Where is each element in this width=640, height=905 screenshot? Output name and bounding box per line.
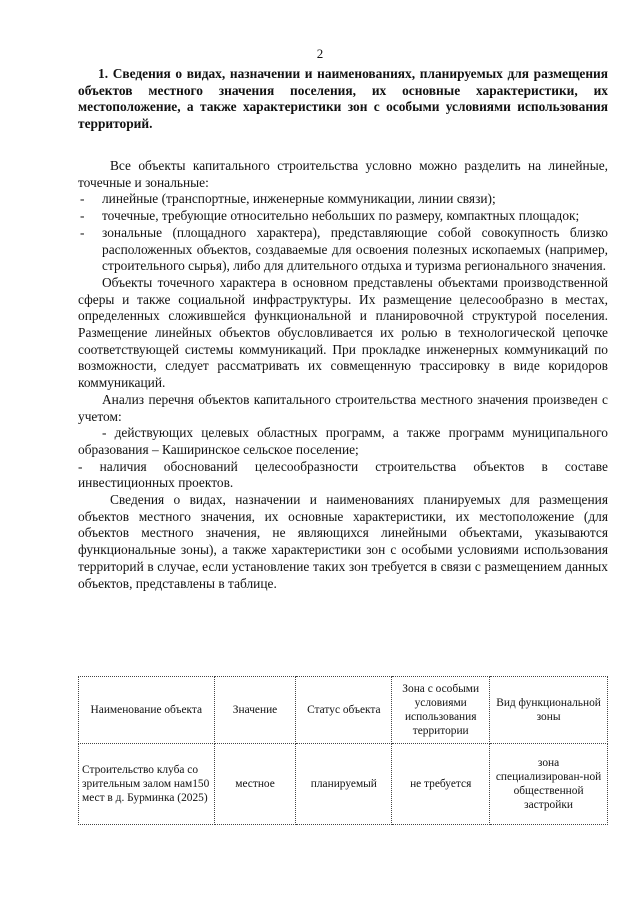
- summary-paragraph: Сведения о видах, назначении и наименованиях планируемых для размещения объектов местного значения, их основные характеристики, их местоположение (для объектов местного значения, не являющихся линейными объектами, указываются функциональные зоны), а также характеристики зон с особыми условиями использования территорий в случае, если установление таких зон требуется в связи с размещением данных объектов, представлены в таблице.: [78, 492, 608, 591]
- cell-significance: местное: [214, 744, 296, 825]
- cell-functional-zone: зона специализирован-ной общественной застройки: [490, 744, 608, 825]
- bullet-text: точечные, требующие относительно небольших по размеру, компактных площадок;: [102, 208, 580, 224]
- page-number: 2: [316, 46, 324, 61]
- cell-status: планируемый: [296, 744, 392, 825]
- bullet-zonal: [78, 225, 608, 275]
- header-status: Статус объекта: [296, 677, 392, 744]
- point-objects-paragraph: Объекты точечного характера в основном представлены объектами производственной сферы и также социальной инфраструктуры. Их размещение целесообразно в местах, определенных сложившейся функциональной и планировочной структурой поселения. Размещение линейных объектов обусловливается их ролью в технологической цепочке соответствующей системы коммуникаций. При прокладке инженерных коммуникаций по возможности, следует рассматривать их совмещенную трассировку в виде коридоров коммуникаций.: [78, 274, 608, 391]
- justification-paragraph: - наличия обоснований целесообразности строительства объектов в составе инвестиционных проектов.: [78, 458, 608, 491]
- cell-special-zone: не требуется: [392, 744, 490, 825]
- objects-table: [78, 676, 608, 825]
- analysis-paragraph: Анализ перечня объектов капитального строительства местного значения произведен с учетом:: [78, 391, 608, 424]
- bullet-text: зональные (площадного характера), представляющие собой совокупность близко расположенных объектов, создаваемые для освоения полезных ископаемых (например, строительного сырья), либо для длительного отдыха и туризма регионального значения.: [102, 224, 608, 274]
- bullet-dash: -: [80, 191, 85, 207]
- table-header-row: [79, 677, 608, 744]
- section-heading: 1. Сведения о видах, назначении и наименованиях, планируемых для размещения объектов местного значения поселения, их основные характеристики, их местоположение, а также характеристики зон с особыми условиями использования территорий.: [78, 66, 608, 131]
- header-significance: Значение: [214, 677, 296, 744]
- intro-paragraph: Все объекты капитального строительства условно можно разделить на линейные, точечные и зональные:: [78, 158, 608, 190]
- bullet-linear: [78, 191, 608, 208]
- bullet-text: линейные (транспортные, инженерные коммуникации, линии связи);: [102, 191, 496, 207]
- bullet-dash: -: [80, 224, 85, 240]
- header-object-name: Наименование объекта: [79, 677, 215, 744]
- table-row: [79, 744, 608, 825]
- header-special-zone: Зона с особыми условиями использования территории: [392, 677, 490, 744]
- bullet-point: [78, 208, 608, 225]
- body-text: [78, 158, 608, 592]
- cell-object-name: Строительство клуба со зрительным залом нам150 мест в д. Бурминка (2025): [79, 744, 215, 825]
- header-functional-zone: Вид функциональной зоны: [490, 677, 608, 744]
- bullet-dash: -: [80, 208, 85, 224]
- programs-paragraph: - действующих целевых областных программ, а также программ муниципального образования – Каширинское сельское поселение;: [78, 425, 608, 457]
